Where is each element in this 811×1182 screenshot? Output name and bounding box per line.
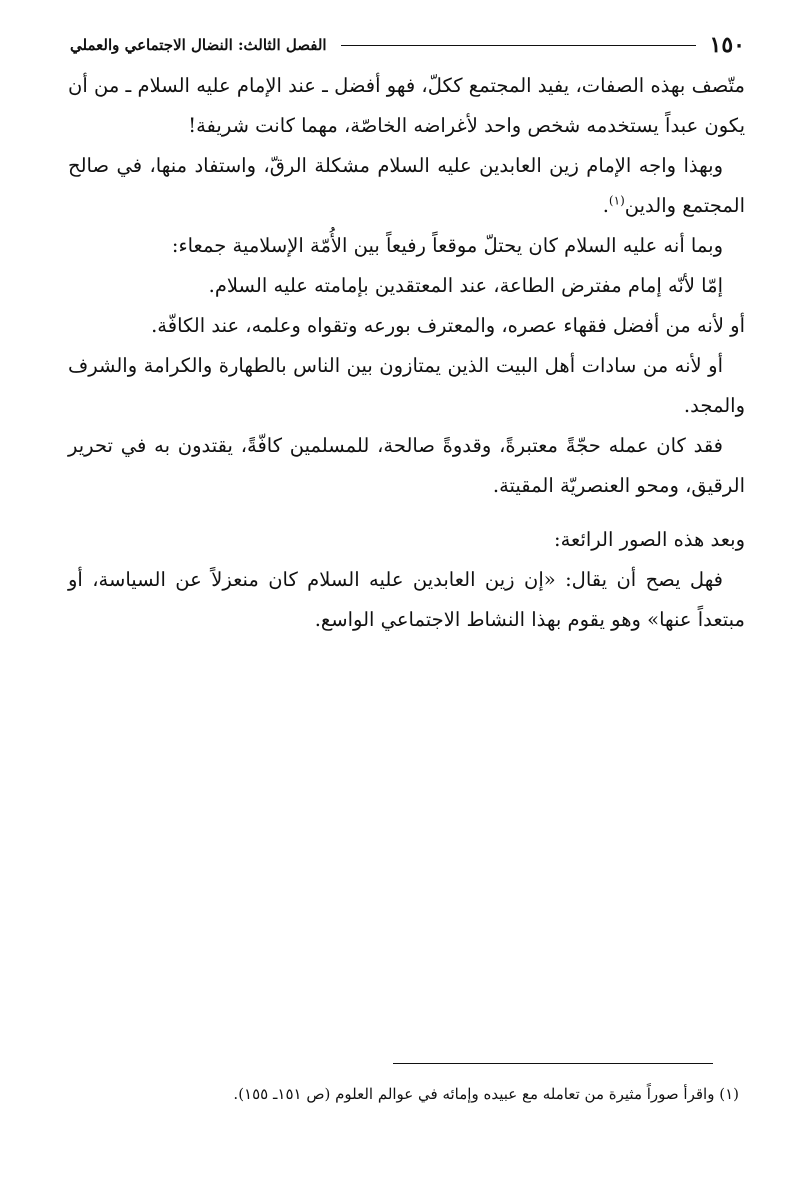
paragraph-3: وبما أنه عليه السلام كان يحتلّ موقعاً رفيعاً بين الأُمّة الإسلامية جمعاء: xyxy=(171,234,723,257)
page-header xyxy=(70,30,745,60)
paragraph-5: أو لأنه من أفضل فقهاء عصره، والمعترف بورعه وتقواه وعلمه، عند الكافّة. xyxy=(151,314,745,337)
paragraph-8: وبعد هذه الصور الرائعة: xyxy=(554,528,745,551)
footnote-rule xyxy=(393,1063,713,1064)
footnote-marker-end: . xyxy=(602,194,609,217)
paragraph-2-text: وبهذا واجه الإمام زين العابدين عليه السلام مشكلة الرقّ، واستفاد منها، في صالح المجتمع والدين xyxy=(68,154,745,217)
paragraph-4: إمّا لأنّه إمام مفترض الطاعة، عند المعتقدين بإمامته عليه السلام. xyxy=(208,274,723,297)
paragraph-7: فقد كان عمله حجّةً معتبرةً، وقدوةً صالحة، للمسلمين كافّةً، يقتدون به في تحرير الرقيق، ومحو العنصريّة المقيتة. xyxy=(68,434,745,497)
page-number: ١٥٠ xyxy=(709,32,745,58)
footnote-marker: (١) xyxy=(608,193,625,208)
paragraph-6: أو لأنه من سادات أهل البيت الذين يمتازون بين الناس بالطهارة والكرامة والشرف والمجد. xyxy=(68,354,745,417)
paragraph-1: متّصف بهذه الصفات، يفيد المجتمع ككلّ، فهو أفضل ـ عند الإمام عليه السلام ـ من أن يكون عبداً يستخدمه شخص واحد لأغراضه الخاصّة، مهما كانت شريفة! xyxy=(68,74,745,137)
footnote: (١) واقرأ صوراً مثيرة من تعامله مع عبيده وإمائه في عوالم العلوم (ص ١٥١ـ ١٥٥). xyxy=(233,1085,739,1103)
paragraph-9: فهل يصح أن يقال: «إن زين العابدين عليه السلام كان منعزلاً عن السياسة، أو مبتعداً عنها» وهو يقوم بهذا النشاط الاجتماعي الواسع. xyxy=(68,568,745,631)
body-text xyxy=(68,66,745,640)
paragraph-2 xyxy=(68,146,745,226)
header-rule xyxy=(341,45,696,46)
running-title: الفصل الثالث: النضال الاجتماعي والعملي xyxy=(70,36,327,54)
